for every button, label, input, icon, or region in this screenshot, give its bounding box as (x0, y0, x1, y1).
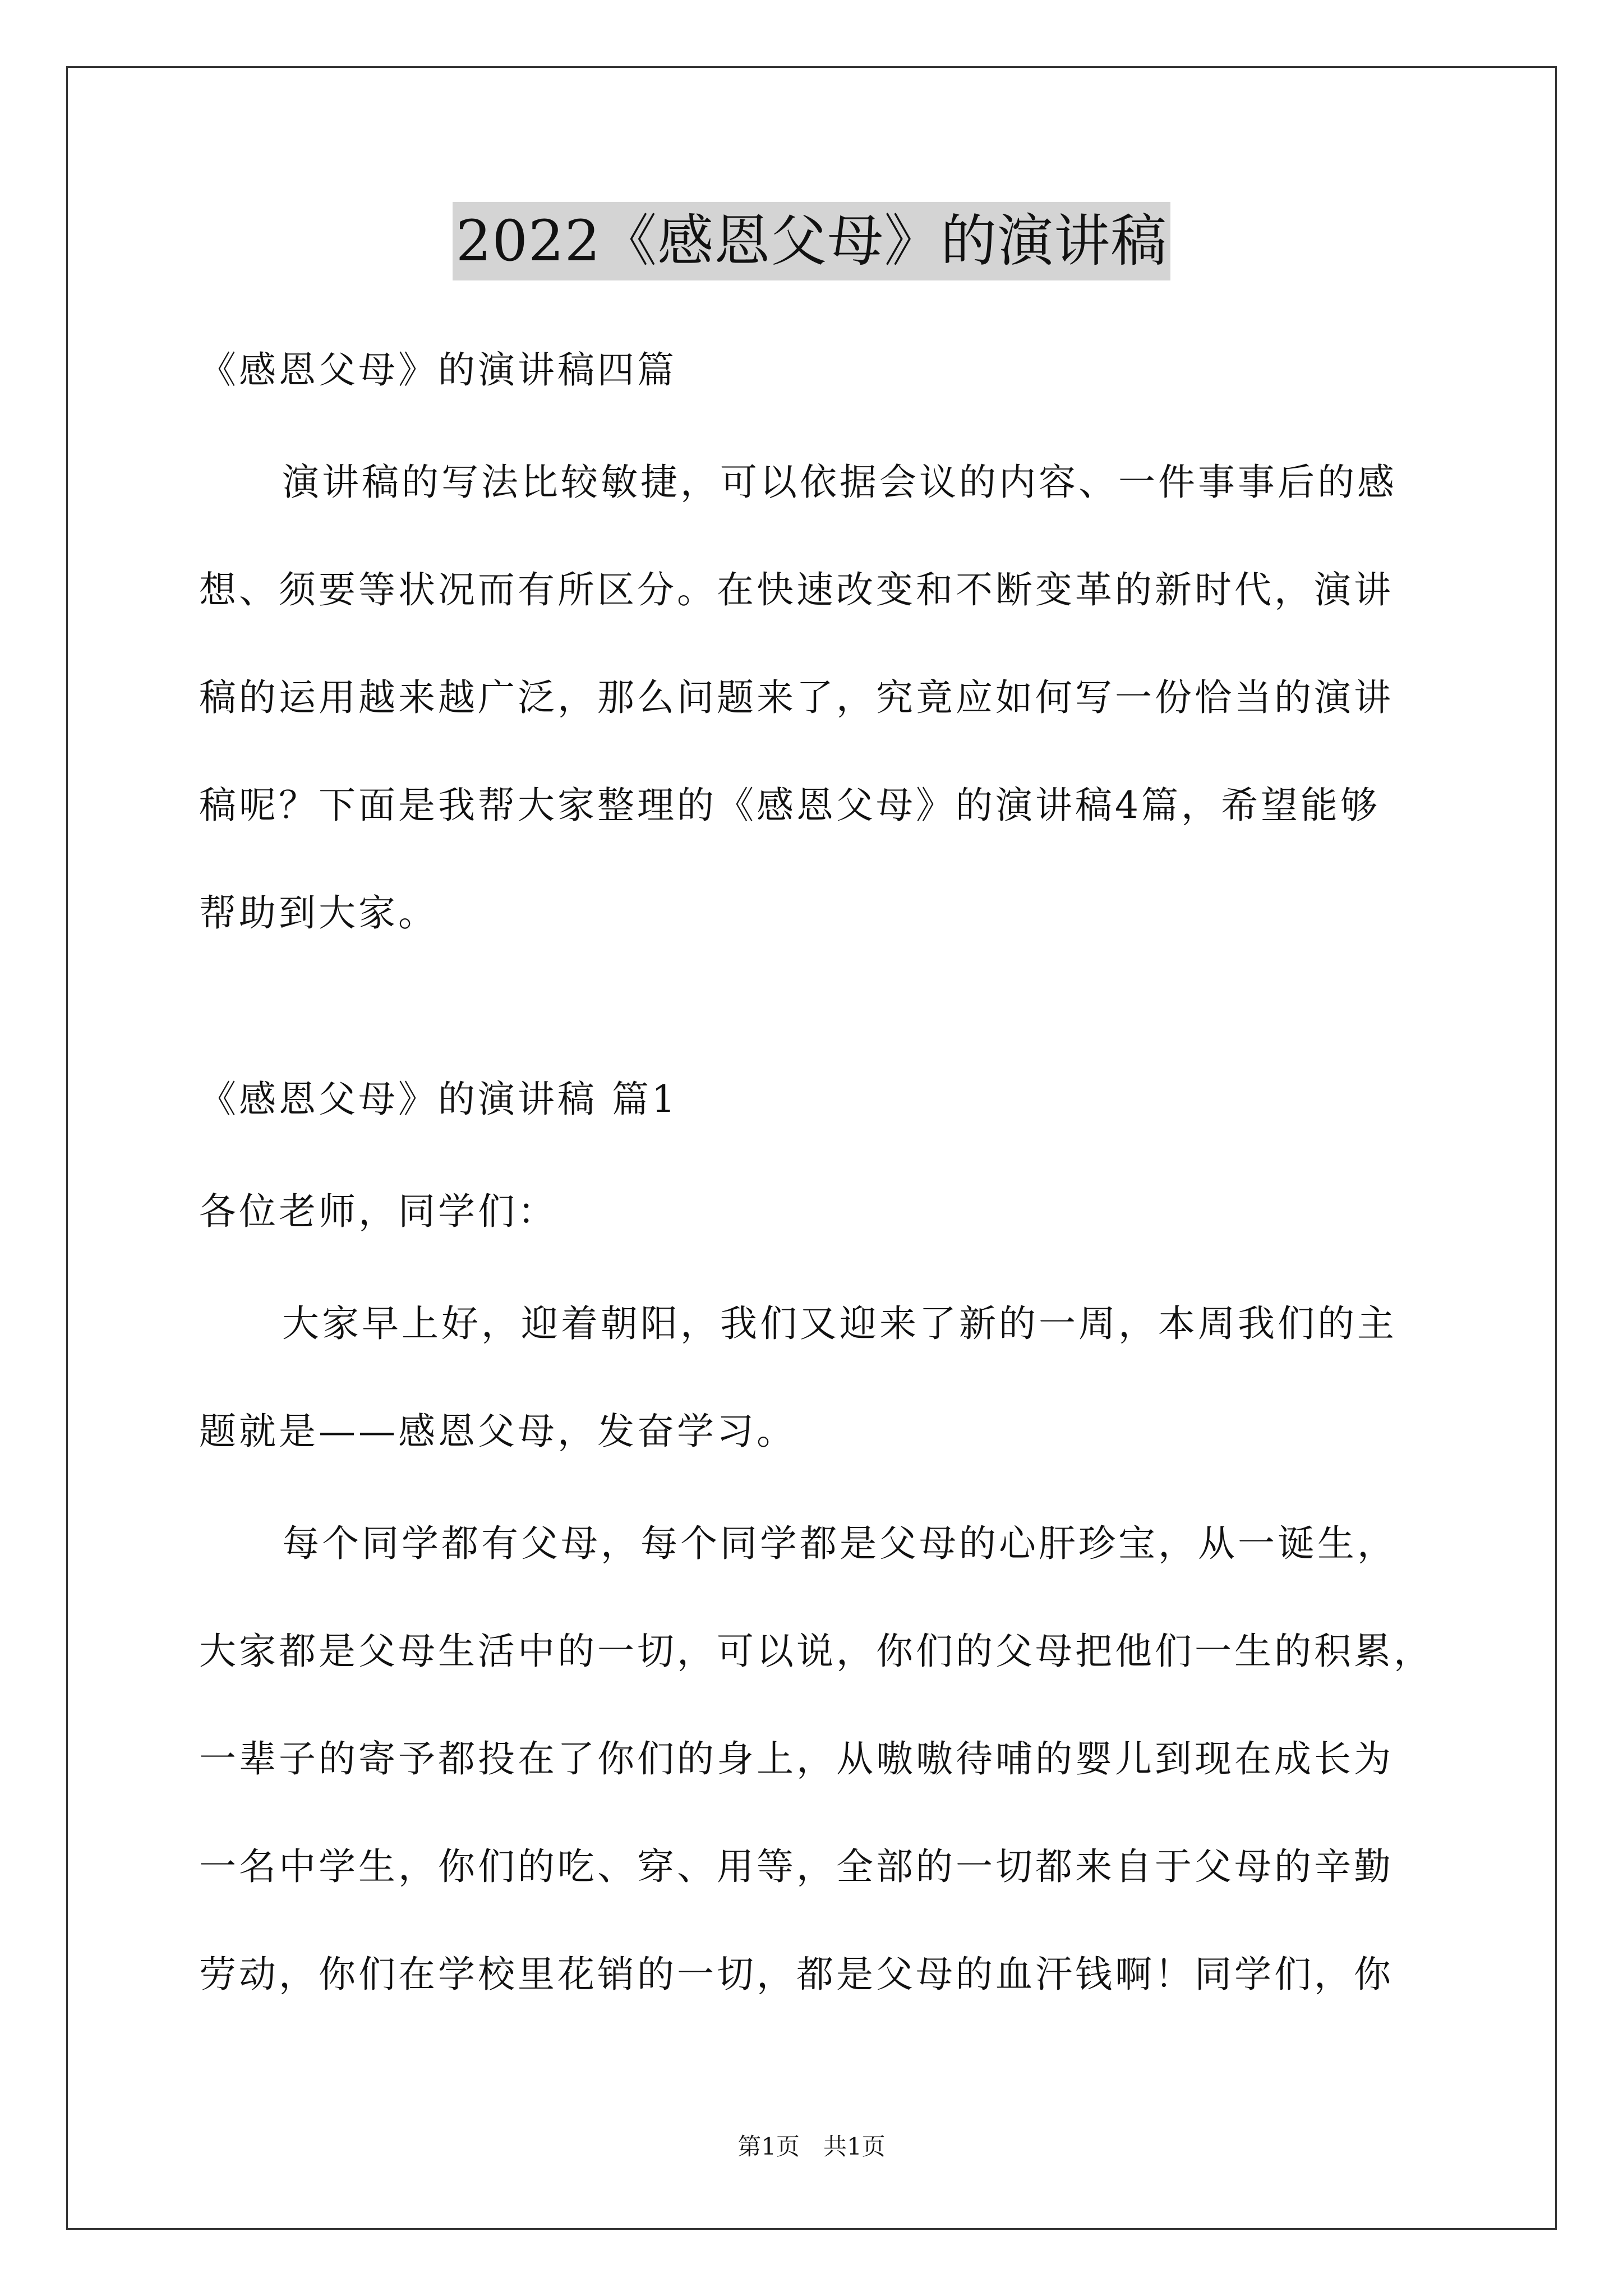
paragraph-line: 每个同学都有父母，每个同学都是父母的心肝珍宝，从一诞生， (282, 1522, 1397, 1565)
paragraph-line: 想、须要等状况而有所区分。在快速改变和不断变革的新时代，演讲 (199, 568, 1394, 611)
page-footer: 第1页 共1页 (737, 2133, 886, 2160)
paragraph-line: 稿的运用越来越广泛，那么问题来了，究竟应如何写一份恰当的演讲 (199, 676, 1394, 719)
paragraph-line: 大家早上好，迎着朝阳，我们又迎来了新的一周，本周我们的主 (282, 1302, 1397, 1345)
paragraph-line: 帮助到大家。 (199, 891, 438, 935)
section-heading: 《感恩父母》的演讲稿 篇1 (199, 1078, 678, 1121)
subtitle-line: 《感恩父母》的演讲稿四篇 (199, 348, 677, 392)
document-title: 2022《感恩父母》的演讲稿 (453, 202, 1171, 280)
paragraph-line: 一名中学生，你们的吃、穿、用等，全部的一切都来自于父母的辛勤 (199, 1845, 1394, 1888)
title-container (0, 202, 1623, 280)
paragraph-line: 一辈子的寄予都投在了你们的身上，从嗷嗷待哺的婴儿到现在成长为 (199, 1737, 1394, 1780)
salutation-line: 各位老师，同学们： (199, 1190, 557, 1233)
paragraph-line: 大家都是父母生活中的一切，可以说，你们的父母把他们一生的积累， (199, 1630, 1433, 1673)
paragraph-line: 演讲稿的写法比较敏捷，可以依据会议的内容、一件事事后的感 (282, 461, 1397, 504)
paragraph-line: 题就是——感恩父母，发奋学习。 (199, 1410, 796, 1453)
paragraph-line: 劳动，你们在学校里花销的一切，都是父母的血汗钱啊！同学们，你 (199, 1953, 1394, 1996)
paragraph-line: 稿呢？下面是我帮大家整理的《感恩父母》的演讲稿4篇，希望能够 (199, 784, 1380, 827)
